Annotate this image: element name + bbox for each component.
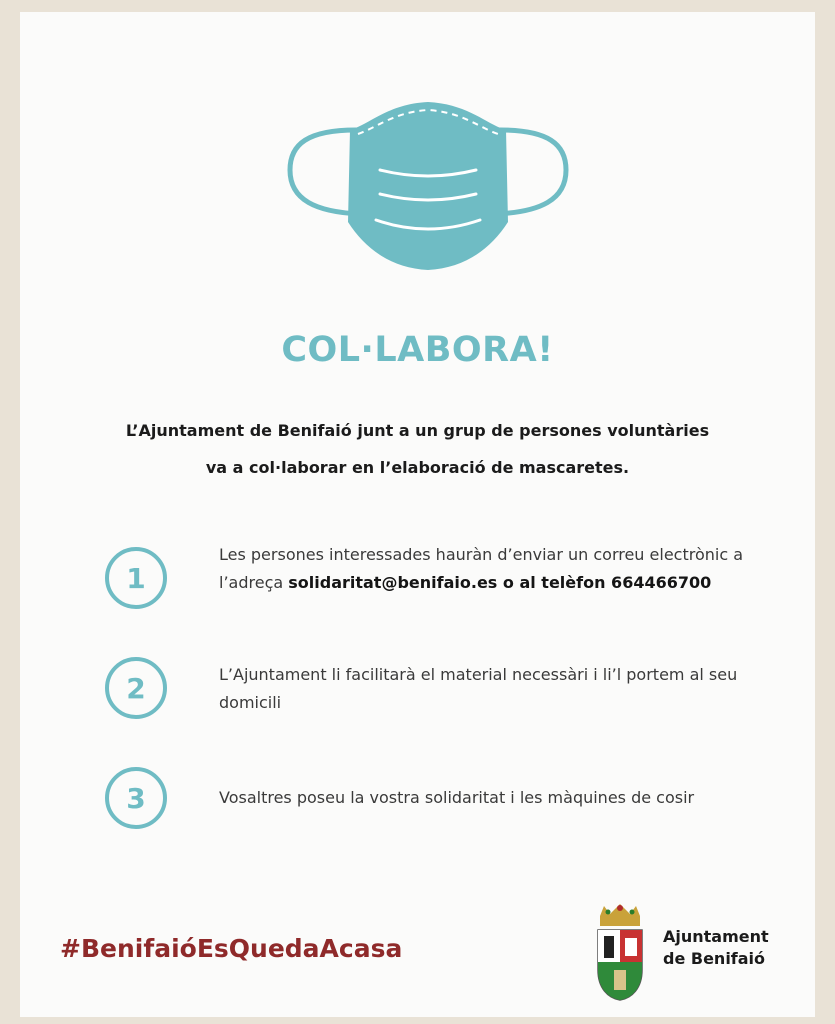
step-3-text: Vosaltres poseu la vostra solidaritat i les màquines de cosir: [219, 788, 695, 807]
intro-line: va a col·laborar en l’elaboració de mascaretes.: [205, 458, 630, 477]
step-1-badge: 1: [105, 547, 167, 609]
step-1-contact: solidaritat@benifaio.es o al telèfon 664466700: [288, 573, 712, 592]
face-mask-icon: [268, 82, 588, 282]
step-1-text-regular: Les persones interessades hauràn d’enviar un correu electrònic a l’adreça: [219, 545, 744, 592]
page-title: COL·LABORA!: [281, 330, 554, 370]
intro-text: [20, 412, 815, 486]
intro-line: L’Ajuntament de Benifaió junt a un grup de persones voluntàries: [125, 421, 710, 440]
step-2-badge: 2: [105, 657, 167, 719]
poster: [20, 12, 815, 1017]
org-name-line: Ajuntament: [663, 927, 769, 946]
hashtag: #BenifaióEsQuedaAcasa: [60, 934, 403, 963]
org-name: [663, 926, 769, 970]
coat-of-arms-icon: [592, 902, 648, 1002]
org-name-line: de Benifaió: [663, 949, 766, 968]
step-1-text: [219, 541, 779, 597]
step-2-text: L’Ajuntament li facilitarà el material necessàri i li’l portem al seu domicili: [219, 665, 738, 712]
step-3-badge: 3: [105, 767, 167, 829]
